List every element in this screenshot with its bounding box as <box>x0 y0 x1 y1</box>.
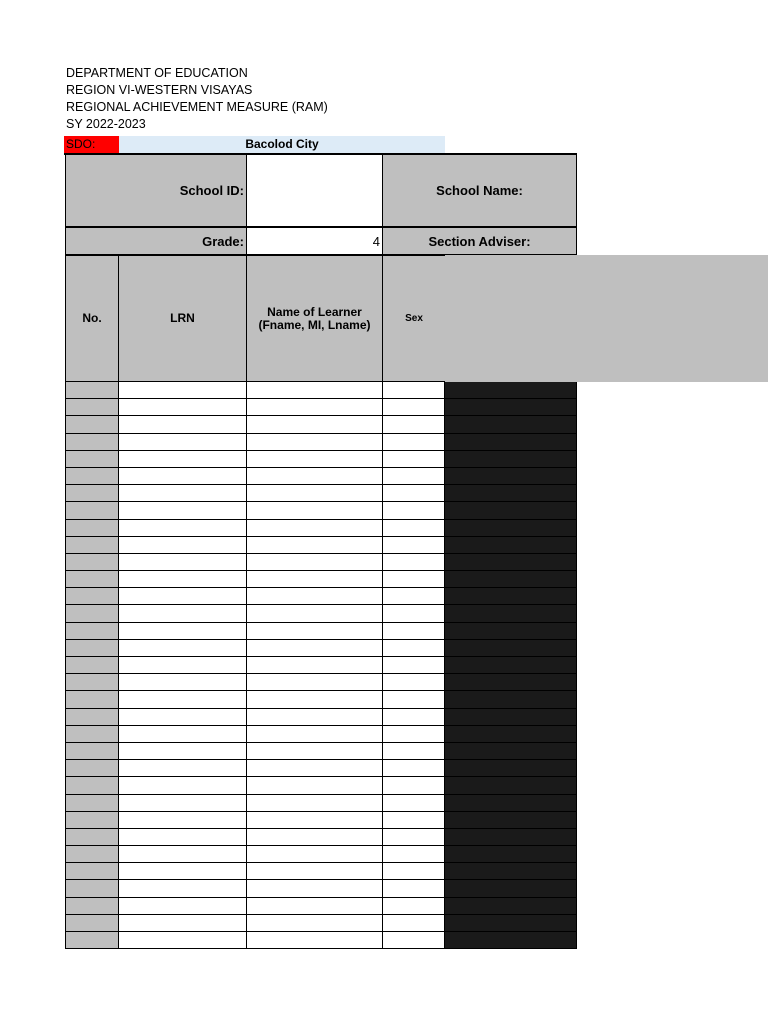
lrn-cell[interactable] <box>119 760 247 777</box>
sex-cell[interactable] <box>383 726 445 743</box>
row-number-cell <box>65 863 119 880</box>
sex-cell[interactable] <box>383 537 445 554</box>
table-row <box>65 915 577 932</box>
learner-name-cell[interactable] <box>247 640 383 657</box>
shaded-cell <box>445 554 577 571</box>
shaded-cell <box>445 605 577 622</box>
sex-cell[interactable] <box>383 623 445 640</box>
learner-name-cell[interactable] <box>247 674 383 691</box>
shaded-cell <box>445 399 577 416</box>
table-row <box>65 691 577 708</box>
shaded-cell <box>445 520 577 537</box>
shaded-cell <box>445 777 577 794</box>
learner-name-cell[interactable] <box>247 537 383 554</box>
shaded-cell <box>445 571 577 588</box>
learner-name-cell[interactable] <box>247 812 383 829</box>
shaded-cell <box>445 726 577 743</box>
row-number-cell <box>65 674 119 691</box>
table-row <box>65 795 577 812</box>
row-number-cell <box>65 605 119 622</box>
shaded-cell <box>445 760 577 777</box>
table-row <box>65 588 577 605</box>
learner-name-cell[interactable] <box>247 863 383 880</box>
lrn-cell[interactable] <box>119 537 247 554</box>
shaded-cell <box>445 502 577 519</box>
shaded-cell <box>445 691 577 708</box>
row-number-cell <box>65 485 119 502</box>
sex-cell[interactable] <box>383 468 445 485</box>
table-row <box>65 760 577 777</box>
table-row <box>65 743 577 760</box>
lrn-cell[interactable] <box>119 434 247 451</box>
learner-name-cell[interactable] <box>247 743 383 760</box>
table-row <box>65 863 577 880</box>
learner-name-cell[interactable] <box>247 709 383 726</box>
shaded-cell <box>445 812 577 829</box>
sex-cell[interactable] <box>383 932 445 949</box>
sdo-value[interactable]: Bacolod City <box>119 136 445 153</box>
table-row <box>65 846 577 863</box>
school-name-label <box>382 154 577 227</box>
sex-cell[interactable] <box>383 795 445 812</box>
row-number-cell <box>65 709 119 726</box>
learner-name-cell[interactable] <box>247 726 383 743</box>
section-adviser-label <box>382 227 577 255</box>
column-header-no-text: No. <box>82 311 102 325</box>
shaded-cell <box>445 382 577 399</box>
table-row <box>65 898 577 915</box>
lrn-cell[interactable] <box>119 640 247 657</box>
row-number-cell <box>65 743 119 760</box>
learner-name-cell[interactable] <box>247 451 383 468</box>
column-header-lrn-text: LRN <box>170 311 195 325</box>
learner-name-cell[interactable] <box>247 520 383 537</box>
sex-cell[interactable] <box>383 571 445 588</box>
sex-cell[interactable] <box>383 451 445 468</box>
shaded-cell <box>445 537 577 554</box>
sex-cell[interactable] <box>383 812 445 829</box>
lrn-cell[interactable] <box>119 571 247 588</box>
row-number-cell <box>65 520 119 537</box>
table-row <box>65 571 577 588</box>
row-number-cell <box>65 537 119 554</box>
learner-name-cell[interactable] <box>247 657 383 674</box>
row-number-cell <box>65 640 119 657</box>
lrn-cell[interactable] <box>119 657 247 674</box>
school-name-label-text: School Name: <box>436 183 523 198</box>
table-row <box>65 537 577 554</box>
lrn-cell[interactable] <box>119 777 247 794</box>
learner-name-cell[interactable] <box>247 468 383 485</box>
column-header-name-line1: Name of Learner <box>267 304 362 319</box>
lrn-cell[interactable] <box>119 468 247 485</box>
lrn-cell[interactable] <box>119 623 247 640</box>
row-number-cell <box>65 451 119 468</box>
table-row <box>65 468 577 485</box>
sex-cell[interactable] <box>383 640 445 657</box>
shaded-cell <box>445 880 577 897</box>
table-row <box>65 399 577 416</box>
table-row <box>65 726 577 743</box>
row-number-cell <box>65 691 119 708</box>
column-header-no <box>65 255 119 382</box>
lrn-cell[interactable] <box>119 932 247 949</box>
shaded-cell <box>445 485 577 502</box>
row-number-cell <box>65 571 119 588</box>
measure-title: REGIONAL ACHIEVEMENT MEASURE (RAM) <box>66 100 328 114</box>
lrn-cell[interactable] <box>119 588 247 605</box>
row-number-cell <box>65 898 119 915</box>
lrn-cell[interactable] <box>119 554 247 571</box>
grade-label <box>65 227 247 255</box>
sex-cell[interactable] <box>383 880 445 897</box>
shaded-cell <box>445 743 577 760</box>
lrn-cell[interactable] <box>119 795 247 812</box>
table-row <box>65 709 577 726</box>
sex-cell[interactable] <box>383 588 445 605</box>
learner-name-cell[interactable] <box>247 760 383 777</box>
row-number-cell <box>65 554 119 571</box>
learner-name-cell[interactable] <box>247 434 383 451</box>
sex-cell[interactable] <box>383 416 445 433</box>
row-number-cell <box>65 416 119 433</box>
learner-name-cell[interactable] <box>247 382 383 399</box>
table-row <box>65 777 577 794</box>
shaded-cell <box>445 416 577 433</box>
lrn-cell[interactable] <box>119 829 247 846</box>
table-row <box>65 674 577 691</box>
lrn-cell[interactable] <box>119 915 247 932</box>
shaded-cell <box>445 640 577 657</box>
row-number-cell <box>65 880 119 897</box>
sex-cell[interactable] <box>383 691 445 708</box>
row-number-cell <box>65 399 119 416</box>
learner-name-cell[interactable] <box>247 691 383 708</box>
learner-name-cell[interactable] <box>247 795 383 812</box>
shaded-cell <box>445 709 577 726</box>
sex-cell[interactable] <box>383 743 445 760</box>
row-number-cell <box>65 777 119 794</box>
column-header-sex <box>382 255 446 382</box>
row-number-cell <box>65 829 119 846</box>
sex-cell[interactable] <box>383 502 445 519</box>
row-number-cell <box>65 502 119 519</box>
row-number-cell <box>65 434 119 451</box>
section-adviser-label-text: Section Adviser: <box>428 233 531 249</box>
learner-name-cell[interactable] <box>247 846 383 863</box>
shaded-cell <box>445 829 577 846</box>
lrn-cell[interactable] <box>119 709 247 726</box>
shaded-cell <box>445 468 577 485</box>
column-header-name-line2: (Fname, MI, Lname) <box>258 317 371 332</box>
lrn-cell[interactable] <box>119 743 247 760</box>
learner-name-cell[interactable] <box>247 399 383 416</box>
sex-cell[interactable] <box>383 399 445 416</box>
sex-cell[interactable] <box>383 674 445 691</box>
table-row <box>65 829 577 846</box>
column-header-sex-text: Sex <box>405 313 423 324</box>
learner-name-cell[interactable] <box>247 623 383 640</box>
sex-cell[interactable] <box>383 709 445 726</box>
shaded-cell <box>445 898 577 915</box>
shaded-cell <box>445 915 577 932</box>
lrn-cell[interactable] <box>119 605 247 622</box>
row-number-cell <box>65 382 119 399</box>
shaded-cell <box>445 863 577 880</box>
learner-name-cell[interactable] <box>247 554 383 571</box>
lrn-cell[interactable] <box>119 898 247 915</box>
learner-name-cell[interactable] <box>247 571 383 588</box>
grade-label-text: Grade: <box>202 233 244 249</box>
row-number-cell <box>65 915 119 932</box>
row-number-cell <box>65 468 119 485</box>
lrn-cell[interactable] <box>119 520 247 537</box>
row-number-cell <box>65 760 119 777</box>
sex-cell[interactable] <box>383 485 445 502</box>
learner-name-cell[interactable] <box>247 777 383 794</box>
sdo-label: SDO: <box>64 136 119 153</box>
table-row <box>65 932 577 949</box>
learner-name-cell[interactable] <box>247 880 383 897</box>
learner-table-body <box>65 382 577 949</box>
shaded-cell <box>445 588 577 605</box>
table-row <box>65 451 577 468</box>
sex-cell[interactable] <box>383 760 445 777</box>
column-header-lrn <box>118 255 247 382</box>
table-row <box>65 416 577 433</box>
table-row <box>65 434 577 451</box>
lrn-cell[interactable] <box>119 880 247 897</box>
learner-name-cell[interactable] <box>247 485 383 502</box>
sex-cell[interactable] <box>383 605 445 622</box>
row-number-cell <box>65 726 119 743</box>
learner-name-cell[interactable] <box>247 416 383 433</box>
shaded-cell <box>445 932 577 949</box>
school-id-field[interactable] <box>246 154 383 227</box>
learner-name-cell[interactable] <box>247 915 383 932</box>
shaded-cell <box>445 451 577 468</box>
school-year: SY 2022-2023 <box>66 117 146 131</box>
learner-name-cell[interactable] <box>247 605 383 622</box>
learner-name-cell[interactable] <box>247 588 383 605</box>
lrn-cell[interactable] <box>119 812 247 829</box>
table-row <box>65 640 577 657</box>
lrn-cell[interactable] <box>119 674 247 691</box>
lrn-cell[interactable] <box>119 399 247 416</box>
learner-name-cell[interactable] <box>247 898 383 915</box>
lrn-cell[interactable] <box>119 691 247 708</box>
sex-cell[interactable] <box>383 829 445 846</box>
shaded-cell <box>445 657 577 674</box>
table-row <box>65 554 577 571</box>
lrn-cell[interactable] <box>119 485 247 502</box>
table-row <box>65 605 577 622</box>
table-row <box>65 485 577 502</box>
lrn-cell[interactable] <box>119 382 247 399</box>
sex-cell[interactable] <box>383 777 445 794</box>
shaded-cell <box>445 795 577 812</box>
lrn-cell[interactable] <box>119 451 247 468</box>
department-title: DEPARTMENT OF EDUCATION <box>66 66 248 80</box>
row-number-cell <box>65 623 119 640</box>
sex-cell[interactable] <box>383 915 445 932</box>
sex-cell[interactable] <box>383 898 445 915</box>
row-number-cell <box>65 657 119 674</box>
lrn-cell[interactable] <box>119 846 247 863</box>
lrn-cell[interactable] <box>119 726 247 743</box>
sex-cell[interactable] <box>383 657 445 674</box>
table-row <box>65 502 577 519</box>
lrn-cell[interactable] <box>119 416 247 433</box>
sex-cell[interactable] <box>383 520 445 537</box>
table-row <box>65 812 577 829</box>
sex-cell[interactable] <box>383 434 445 451</box>
row-number-cell <box>65 588 119 605</box>
learner-name-cell[interactable] <box>247 932 383 949</box>
row-number-cell <box>65 795 119 812</box>
learner-name-cell[interactable] <box>247 502 383 519</box>
sex-cell[interactable] <box>383 863 445 880</box>
learner-name-cell[interactable] <box>247 829 383 846</box>
school-id-label-text: School ID: <box>179 183 244 198</box>
table-row <box>65 623 577 640</box>
grade-value: 4 <box>372 233 380 249</box>
shaded-cell <box>445 846 577 863</box>
row-number-cell <box>65 812 119 829</box>
row-number-cell <box>65 932 119 949</box>
sex-cell[interactable] <box>383 846 445 863</box>
grade-field[interactable] <box>246 227 383 255</box>
shaded-cell <box>445 434 577 451</box>
shaded-cell <box>445 674 577 691</box>
table-row <box>65 520 577 537</box>
table-row <box>65 382 577 399</box>
column-header-extra <box>445 255 768 382</box>
lrn-cell[interactable] <box>119 863 247 880</box>
lrn-cell[interactable] <box>119 502 247 519</box>
sex-cell[interactable] <box>383 554 445 571</box>
table-row <box>65 657 577 674</box>
school-id-label <box>65 154 247 227</box>
column-header-name <box>246 255 383 382</box>
table-row <box>65 880 577 897</box>
shaded-cell <box>445 623 577 640</box>
row-number-cell <box>65 846 119 863</box>
region-title: REGION VI-WESTERN VISAYAS <box>66 83 253 97</box>
sex-cell[interactable] <box>383 382 445 399</box>
